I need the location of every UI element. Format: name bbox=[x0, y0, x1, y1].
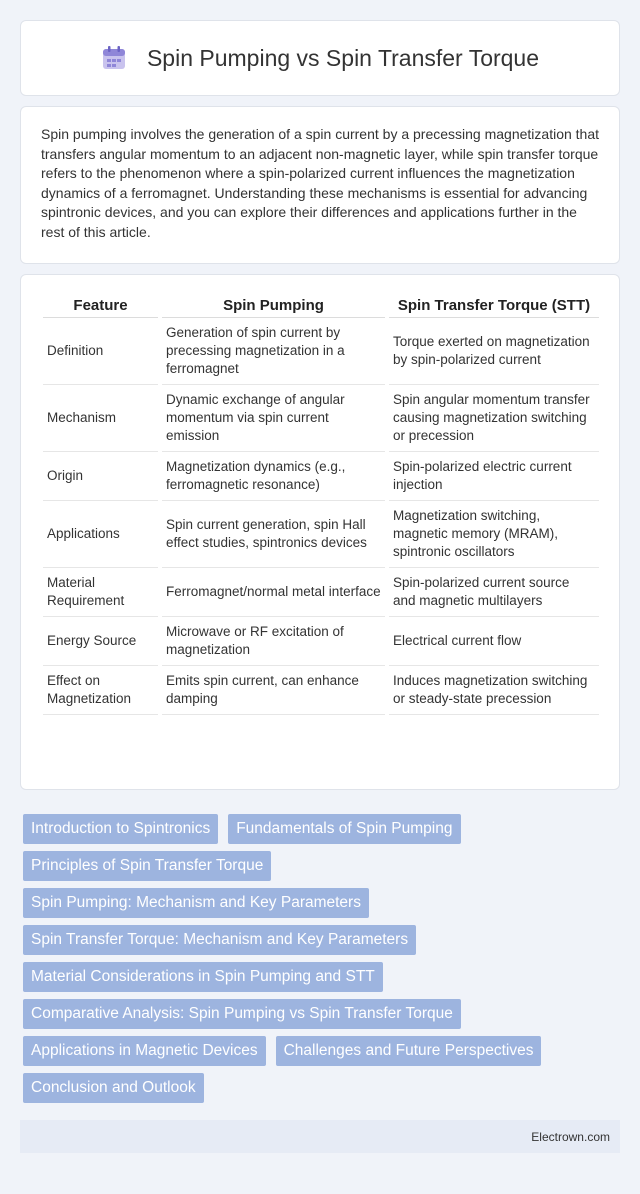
comparison-table bbox=[39, 293, 603, 715]
topic-link[interactable]: Fundamentals of Spin Pumping bbox=[228, 814, 460, 844]
row-feature: Mechanism bbox=[43, 385, 158, 452]
topic-link[interactable]: Introduction to Spintronics bbox=[23, 814, 218, 844]
topic-link[interactable]: Challenges and Future Perspectives bbox=[276, 1036, 542, 1066]
row-stt: Induces magnetization switching or steady-state precession bbox=[389, 666, 599, 715]
row-stt: Torque exerted on magnetization by spin-polarized current bbox=[389, 318, 599, 385]
topic-link[interactable]: Conclusion and Outlook bbox=[23, 1073, 204, 1103]
topic-link[interactable]: Applications in Magnetic Devices bbox=[23, 1036, 266, 1066]
header-spin-pumping: Spin Pumping bbox=[162, 293, 385, 318]
row-spin-pumping: Ferromagnet/normal metal interface bbox=[162, 568, 385, 617]
topic-link[interactable]: Material Considerations in Spin Pumping and STT bbox=[23, 962, 383, 992]
row-feature: Energy Source bbox=[43, 617, 158, 666]
topic-tags bbox=[20, 814, 620, 1110]
table-row bbox=[43, 568, 599, 617]
row-feature: Origin bbox=[43, 452, 158, 501]
row-feature: Applications bbox=[43, 501, 158, 568]
footer-brand: Electrown.com bbox=[531, 1129, 610, 1144]
comparison-card bbox=[20, 274, 620, 790]
row-feature: Material Requirement bbox=[43, 568, 158, 617]
topic-link[interactable]: Spin Pumping: Mechanism and Key Parameters bbox=[23, 888, 369, 918]
table-row bbox=[43, 501, 599, 568]
intro-card bbox=[20, 106, 620, 264]
row-stt: Spin-polarized electric current injection bbox=[389, 452, 599, 501]
header-feature: Feature bbox=[43, 293, 158, 318]
row-spin-pumping: Generation of spin current by precessing magnetization in a ferromagnet bbox=[162, 318, 385, 385]
page-title: Spin Pumping vs Spin Transfer Torque bbox=[146, 44, 540, 71]
row-stt: Spin angular momentum transfer causing magnetization switching or precession bbox=[389, 385, 599, 452]
row-spin-pumping: Dynamic exchange of angular momentum via spin current emission bbox=[162, 385, 385, 452]
row-stt: Electrical current flow bbox=[389, 617, 599, 666]
header-stt: Spin Transfer Torque (STT) bbox=[389, 293, 599, 318]
row-stt: Magnetization switching, magnetic memory (MRAM), spintronic oscillators bbox=[389, 501, 599, 568]
topic-link[interactable]: Spin Transfer Torque: Mechanism and Key Parameters bbox=[23, 925, 416, 955]
intro-paragraph: Spin pumping involves the generation of a spin current by a precessing magnetization that transfers angular momentum to an adjacent non-magnetic layer, while spin transfer torque refers to the phenomenon where a spin-polarized current influences the magnetization dynamics of a ferromagnet. Understanding these mechanisms is essential for advancing spintronic devices, and you can explore their differences and applications further in the rest of this article. bbox=[41, 126, 600, 240]
footer bbox=[20, 1120, 620, 1153]
table-row bbox=[43, 385, 599, 452]
row-feature: Effect on Magnetization bbox=[43, 666, 158, 715]
row-feature: Definition bbox=[43, 318, 158, 385]
table-row bbox=[43, 452, 599, 501]
title-card bbox=[20, 20, 620, 96]
row-spin-pumping: Microwave or RF excitation of magnetization bbox=[162, 617, 385, 666]
row-spin-pumping: Magnetization dynamics (e.g., ferromagnetic resonance) bbox=[162, 452, 385, 501]
calendar-icon bbox=[101, 45, 127, 71]
topic-link[interactable]: Comparative Analysis: Spin Pumping vs Spin Transfer Torque bbox=[23, 999, 461, 1029]
table-row bbox=[43, 318, 599, 385]
table-row bbox=[43, 617, 599, 666]
row-spin-pumping: Spin current generation, spin Hall effect studies, spintronics devices bbox=[162, 501, 385, 568]
table-header-row bbox=[43, 293, 599, 318]
row-stt: Spin-polarized current source and magnetic multilayers bbox=[389, 568, 599, 617]
row-spin-pumping: Emits spin current, can enhance damping bbox=[162, 666, 385, 715]
topic-link[interactable]: Principles of Spin Transfer Torque bbox=[23, 851, 271, 881]
table-row bbox=[43, 666, 599, 715]
